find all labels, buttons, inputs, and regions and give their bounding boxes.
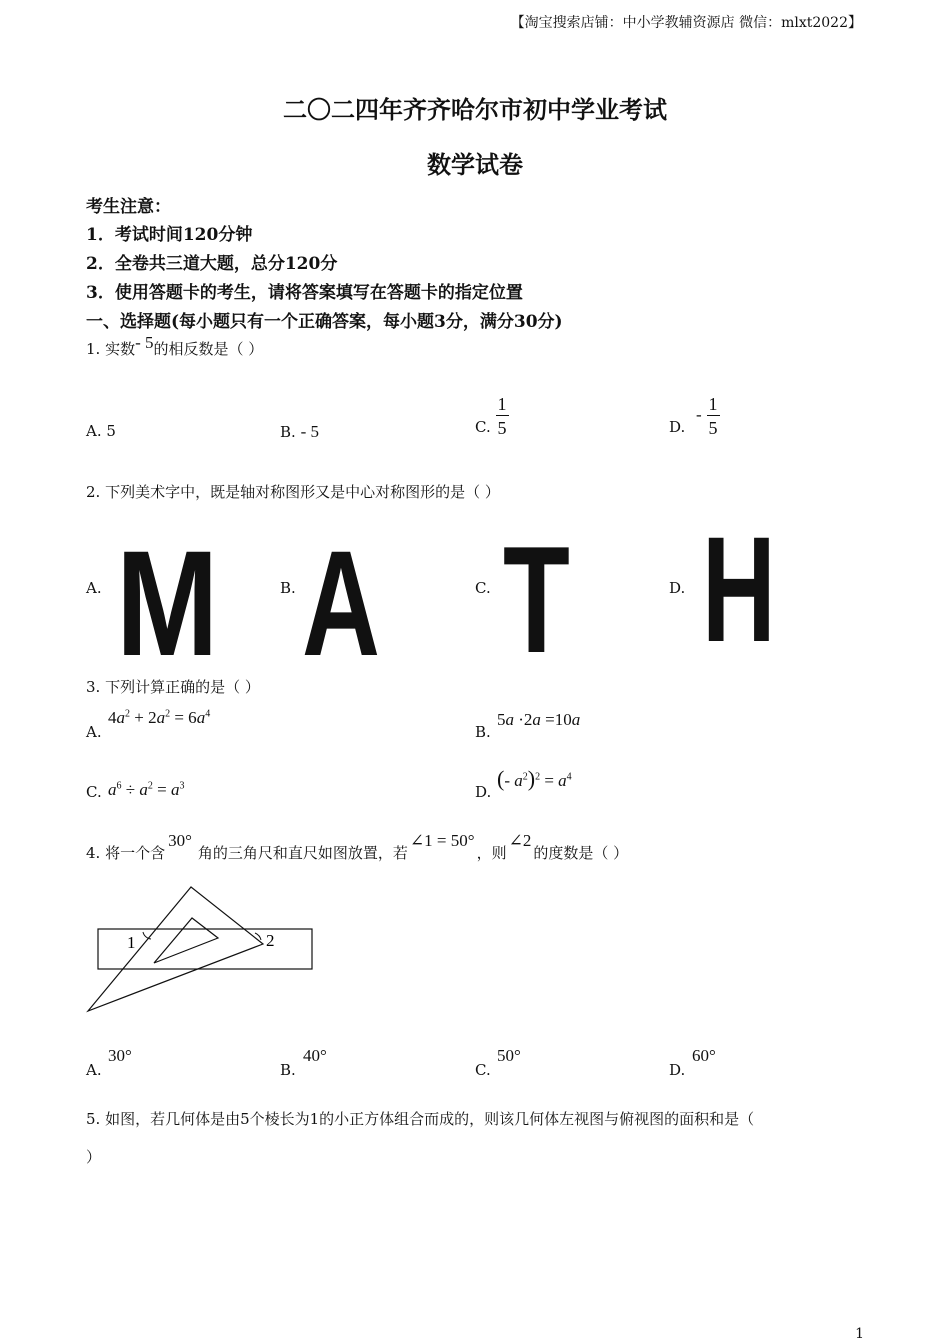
q4-option-c-value: 50° <box>497 1046 521 1065</box>
q1-option-d <box>669 395 720 437</box>
denominator: 5 <box>497 418 507 438</box>
triangle-ruler-figure <box>80 880 330 1020</box>
fraction <box>707 395 720 437</box>
minus-sign: - <box>696 405 702 424</box>
q1-option-a <box>86 422 116 440</box>
notice-heading: 考生注意： <box>86 197 171 217</box>
q4-stem-part: 角的三角尺和直尺如图放置，若 <box>197 844 408 862</box>
q4-option-d-value: 60° <box>692 1046 716 1065</box>
question-1-stem <box>86 333 264 359</box>
q2-option-b-label: B. <box>280 579 296 597</box>
angle-1-arc <box>143 932 151 939</box>
question-4-stem <box>86 831 629 863</box>
angle-1-label: 1 <box>127 933 136 952</box>
option-value: 5 <box>106 422 116 440</box>
header-note: 【淘宝搜索店铺：中小学教辅资源店 微信：mlxt2022】 <box>510 15 862 31</box>
triangle-outer <box>88 887 263 1011</box>
letter-a-image: A <box>302 519 380 687</box>
q1-stem-part: 1. 实数 <box>86 340 136 358</box>
letter-h-image: H <box>702 505 776 673</box>
q4-stem-part: 的度数是（ ） <box>533 844 629 862</box>
q3-option-a-label: A. <box>86 723 102 741</box>
q1-value: - 5 <box>135 333 154 352</box>
triangle-inner <box>154 918 218 963</box>
question-3-stem: 3. 下列计算正确的是（ ） <box>86 678 260 696</box>
q3-option-d-formula: (- $a^2)^2 = a^4$ <box>497 766 572 791</box>
q4-condition: ∠1 = 50° <box>409 831 475 850</box>
q2-option-c-label: C. <box>475 579 491 597</box>
q4-option-c-label: C. <box>475 1061 491 1079</box>
q3-option-c-label: C. <box>86 783 102 801</box>
q4-option-a-value: 30° <box>108 1046 132 1065</box>
q4-option-d-label: D. <box>669 1061 686 1079</box>
question-2-stem: 2. 下列美术字中，既是轴对称图形又是中心对称图形的是（ ） <box>86 483 500 501</box>
angle-2-label: 2 <box>266 931 275 950</box>
letter-t-image: T <box>503 515 570 685</box>
option-label: B. <box>280 423 296 441</box>
q4-option-b-label: B. <box>280 1061 296 1079</box>
fraction <box>496 395 509 437</box>
letter-m-image: M <box>116 519 219 687</box>
q2-option-d-label: D. <box>669 579 686 597</box>
q4-angle: 30° <box>168 831 192 850</box>
q3-option-b-formula: 5a ·2a =10a <box>497 710 581 729</box>
option-label: D. <box>669 418 686 436</box>
numerator: 1 <box>708 394 718 414</box>
q3-option-d-label: D. <box>475 783 492 801</box>
q4-stem-part: 4. 将一个含 <box>86 844 166 862</box>
question-5-stem-end: ） <box>86 1148 102 1166</box>
numerator: 1 <box>497 394 507 414</box>
q4-option-a-label: A. <box>86 1061 102 1079</box>
page-number: 1 <box>855 1326 864 1342</box>
q4-option-b-value: 40° <box>303 1046 327 1065</box>
notice-item: 1．考试时间120分钟 <box>86 225 253 245</box>
section-heading: 一、选择题(每小题只有一个正确答案，每小题3分，满分30分) <box>86 312 563 332</box>
q4-stem-part: ，则 <box>476 844 507 862</box>
notice-item: 2．全卷共三道大题，总分120分 <box>86 254 338 274</box>
denominator: 5 <box>708 418 718 438</box>
question-5-stem: 5. 如图，若几何体是由5个棱长为1的小正方体组合而成的，则该几何体左视图与俯视图的面积和是（ <box>86 1110 755 1128</box>
q3-option-a-formula: $4a^2 + 2a^2 = 6a^4$ <box>108 708 211 727</box>
q2-option-a-label: A. <box>86 579 102 597</box>
option-label: A. <box>86 422 102 440</box>
q1-option-c <box>475 395 509 437</box>
option-label: C. <box>475 418 491 436</box>
q3-option-b-label: B. <box>475 723 491 741</box>
q4-target-angle: ∠2 <box>508 831 532 850</box>
exam-title: 二〇二四年齐齐哈尔市初中学业考试 <box>283 95 667 124</box>
q1-option-b <box>280 422 319 442</box>
option-value: - 5 <box>300 422 319 441</box>
q3-option-c-formula: $a^6 \div a^2 = a^3$ <box>108 780 185 799</box>
exam-subtitle: 数学试卷 <box>427 150 523 179</box>
q1-stem-part: 的相反数是（ ） <box>153 340 264 358</box>
notice-item: 3．使用答题卡的考生，请将答案填写在答题卡的指定位置 <box>86 283 523 303</box>
